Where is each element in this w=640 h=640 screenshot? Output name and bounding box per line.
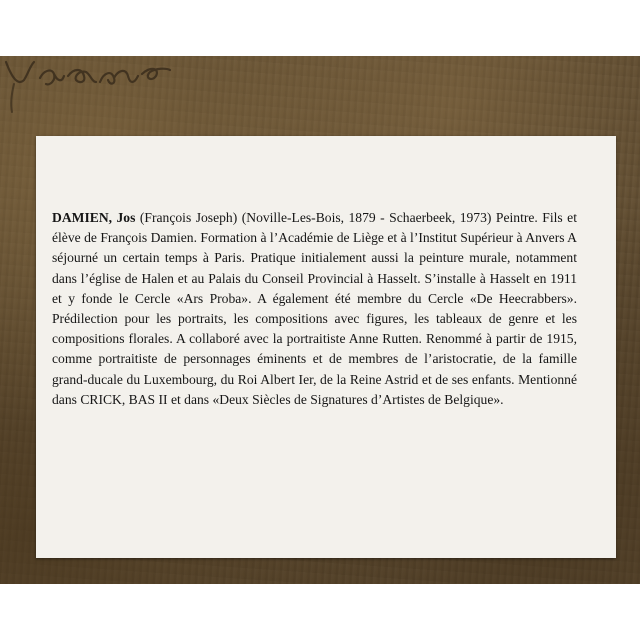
artist-dates: (François Joseph) (Noville-Les-Bois, 1879 - Schaerbeek, 1973) xyxy=(139,210,492,225)
biography-text xyxy=(52,208,577,410)
biography-body: Peintre. Fils et élève de François Damien. Formation à l’Académie de Liège et à l’Institut Supérieur à Anvers A séjourné un certain temps à Paris. Pratique initialement aussi la peinture murale, notamment dans l’église de Halen et au Palais du Conseil Provincial à Hasselt. S’installe à Hasselt en 1911 et y fonde le Cercle «Ars Proba». A également été membre du Cercle «De Heecrabbers». Prédilection pour les portraits, les compositions avec figures, les tableaux de genre et les compositions florales. A collaboré avec la portraitiste Anne Rutten. Renommé à partir de 1915, comme portraitiste de personnages éminents et de membres de l’aristocratie, de la famille grand-ducale du Luxembourg, du Roi Albert Ier, de la Reine Astrid et de ses enfants. Mentionné dans CRICK, BAS II et dans «Deux Siècles de Signatures d’Artistes de Belgique». xyxy=(52,210,577,407)
artist-name: DAMIEN, Jos xyxy=(52,210,136,225)
biography-label xyxy=(36,136,616,558)
handwritten-signature xyxy=(0,56,200,116)
wooden-panel-photo xyxy=(0,56,640,584)
